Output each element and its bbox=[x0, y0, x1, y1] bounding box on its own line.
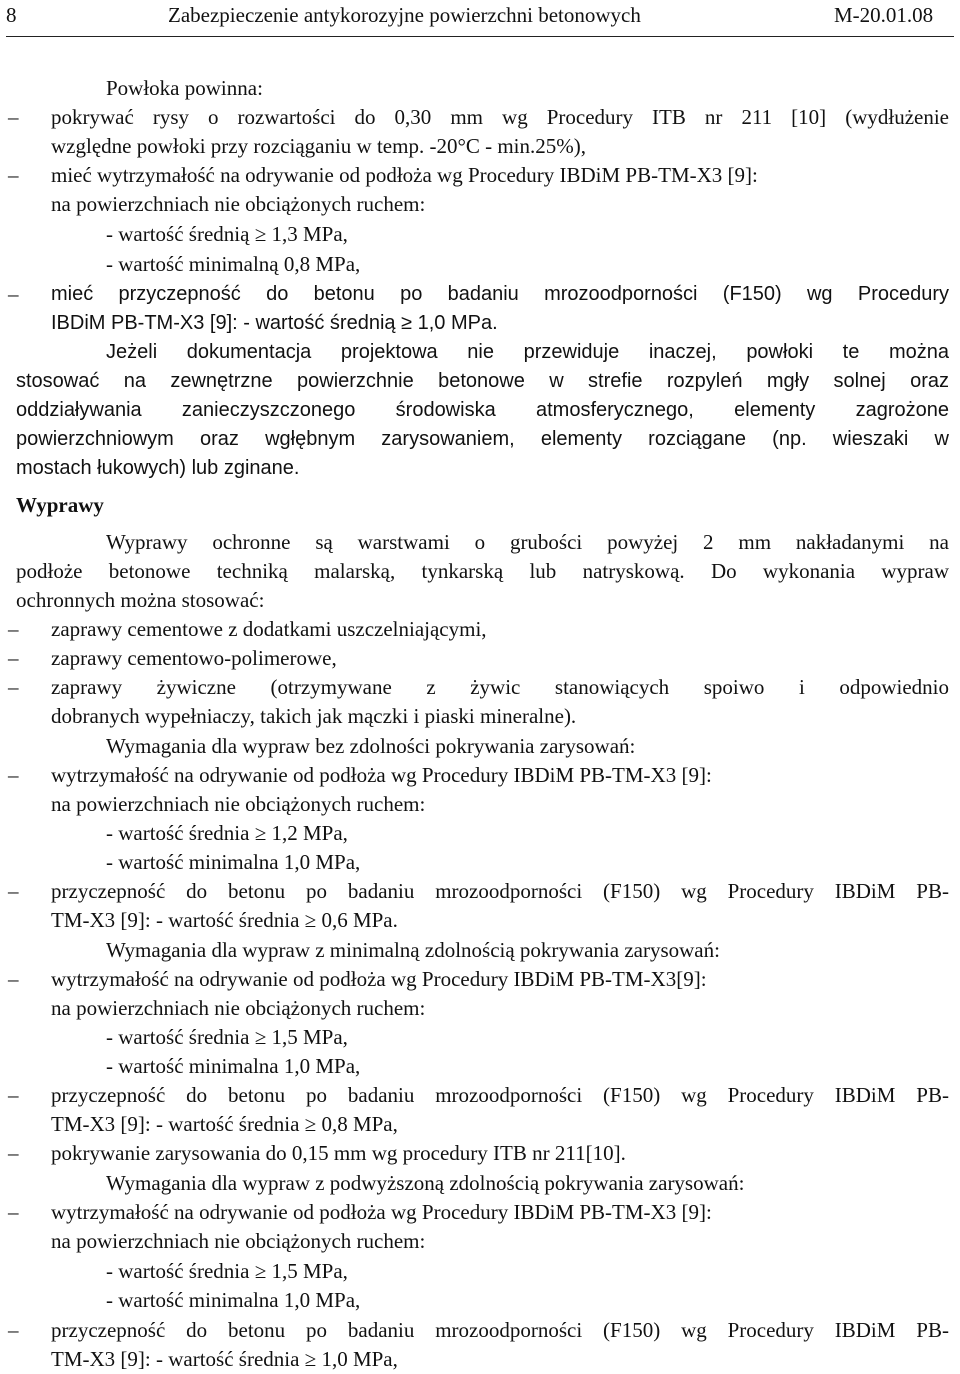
list-item-text: zaprawy cementowe z dodatkami uszczelniającymi, bbox=[51, 617, 487, 641]
list-subitem: - wartość minimalna 1,0 MPa, bbox=[106, 1288, 361, 1312]
section-heading: Wyprawy bbox=[16, 493, 104, 517]
list-subitem: - wartość minimalna 1,0 MPa, bbox=[106, 1054, 361, 1078]
subsection-heading: Wymagania dla wypraw z minimalną zdolnością pokrywania zarysowań: bbox=[106, 938, 720, 962]
list-item-text: przyczepność do betonu po badaniu mrozoodporności (F150) wg Procedury IBDiM PB- bbox=[51, 1318, 949, 1342]
list-bullet: – bbox=[8, 967, 19, 991]
list-item-text: zaprawy cementowo-polimerowe, bbox=[51, 646, 337, 670]
list-bullet: – bbox=[8, 163, 19, 187]
list-subitem: - wartość średnią ≥ 1,3 MPa, bbox=[106, 222, 348, 246]
list-item-text: pokrywanie zarysowania do 0,15 mm wg procedury ITB nr 211[10]. bbox=[51, 1141, 626, 1165]
list-item-text: przyczepność do betonu po badaniu mrozoodporności (F150) wg Procedury IBDiM PB- bbox=[51, 1083, 949, 1107]
list-bullet: – bbox=[8, 1318, 19, 1342]
list-item-text: mieć wytrzymałość na odrywanie od podłoża wg Procedury IBDiM PB-TM-X3 [9]: bbox=[51, 163, 758, 187]
header-title: Zabezpieczenie antykorozyjne powierzchni betonowych bbox=[168, 3, 641, 27]
spec-code: M-20.01.08 bbox=[834, 3, 934, 27]
list-item-text: na powierzchniach nie obciążonych ruchem: bbox=[51, 996, 426, 1020]
list-item-text: wytrzymałość na odrywanie od podłoża wg Procedury IBDiM PB-TM-X3 [9]: bbox=[51, 763, 712, 787]
list-item-text: wytrzymałość na odrywanie od podłoża wg Procedury IBDiM PB-TM-X3 [9]: bbox=[51, 1200, 712, 1224]
list-bullet: – bbox=[8, 1141, 19, 1165]
header-divider bbox=[6, 36, 954, 37]
paragraph-line: Powłoka powinna: bbox=[106, 76, 263, 100]
list-bullet: – bbox=[8, 105, 19, 129]
subsection-heading: Wymagania dla wypraw z podwyższoną zdolnością pokrywania zarysowań: bbox=[106, 1171, 745, 1195]
paragraph-line: ochronnych można stosować: bbox=[16, 588, 265, 612]
list-item-text: zaprawy żywiczne (otrzymywane z żywic stanowiących spoiwo i odpowiednio bbox=[51, 675, 949, 699]
list-item-text: pokrywać rysy o rozwartości do 0,30 mm wg Procedury ITB nr 211 [10] (wydłużenie bbox=[51, 105, 949, 129]
list-item-text: TM-X3 [9]: - wartość średnia ≥ 1,0 MPa, bbox=[51, 1347, 398, 1371]
list-bullet: – bbox=[8, 763, 19, 787]
list-bullet: – bbox=[8, 879, 19, 903]
list-subitem: - wartość średnia ≥ 1,5 MPa, bbox=[106, 1259, 348, 1283]
page-number: 8 bbox=[6, 3, 17, 27]
list-bullet: – bbox=[8, 282, 19, 306]
list-bullet: – bbox=[8, 646, 19, 670]
paragraph-line: podłoże betonowe techniką malarską, tynkarską lub natryskową. Do wykonania wypraw bbox=[16, 559, 949, 583]
list-subitem: - wartość minimalną 0,8 MPa, bbox=[106, 252, 361, 276]
list-subitem: - wartość średnia ≥ 1,2 MPa, bbox=[106, 821, 348, 845]
list-item-text: TM-X3 [9]: - wartość średnia ≥ 0,8 MPa, bbox=[51, 1112, 398, 1136]
list-item-text: TM-X3 [9]: - wartość średnia ≥ 0,6 MPa. bbox=[51, 908, 398, 932]
page-header bbox=[0, 0, 960, 40]
list-item-text: na powierzchniach nie obciążonych ruchem: bbox=[51, 1229, 426, 1253]
list-item-text: przyczepność do betonu po badaniu mrozoodporności (F150) wg Procedury IBDiM PB- bbox=[51, 879, 949, 903]
list-subitem: - wartość minimalna 1,0 MPa, bbox=[106, 850, 361, 874]
list-subitem: - wartość średnia ≥ 1,5 MPa, bbox=[106, 1025, 348, 1049]
paragraph-line: powierzchniowym oraz wgłębnym zarysowaniem, elementy rozciągane (np. wieszaki w bbox=[16, 428, 949, 450]
list-bullet: – bbox=[8, 1200, 19, 1224]
list-bullet: – bbox=[8, 617, 19, 641]
list-item-text: IBDiM PB-TM-X3 [9]: - wartość średnią ≥ 1,0 MPa. bbox=[51, 312, 498, 334]
list-item-text: dobranych wypełniaczy, takich jak mączki i piaski mineralne). bbox=[51, 704, 577, 728]
list-item-text: względne powłoki przy rozciąganiu w temp. -20°C - min.25%), bbox=[51, 134, 587, 158]
paragraph-line: mostach łukowych) lub zginane. bbox=[16, 457, 300, 479]
list-bullet: – bbox=[8, 675, 19, 699]
paragraph-line: Wyprawy ochronne są warstwami o grubości powyżej 2 mm nakładanymi na bbox=[106, 530, 949, 554]
list-item-text: na powierzchniach nie obciążonych ruchem: bbox=[51, 192, 426, 216]
list-item-text: mieć przyczepność do betonu po badaniu mrozoodporności (F150) wg Procedury bbox=[51, 283, 949, 305]
paragraph-line: stosować na zewnętrzne powierzchnie betonowe w strefie rozpyleń mgły solnej oraz bbox=[16, 370, 949, 392]
subsection-heading: Wymagania dla wypraw bez zdolności pokrywania zarysowań: bbox=[106, 734, 636, 758]
paragraph-line: Jeżeli dokumentacja projektowa nie przewiduje inaczej, powłoki te można bbox=[106, 341, 949, 363]
paragraph-line: oddziaływania zanieczyszczonego środowiska atmosferycznego, elementy zagrożone bbox=[16, 399, 949, 421]
list-item-text: wytrzymałość na odrywanie od podłoża wg Procedury IBDiM PB-TM-X3[9]: bbox=[51, 967, 707, 991]
list-bullet: – bbox=[8, 1083, 19, 1107]
list-item-text: na powierzchniach nie obciążonych ruchem: bbox=[51, 792, 426, 816]
